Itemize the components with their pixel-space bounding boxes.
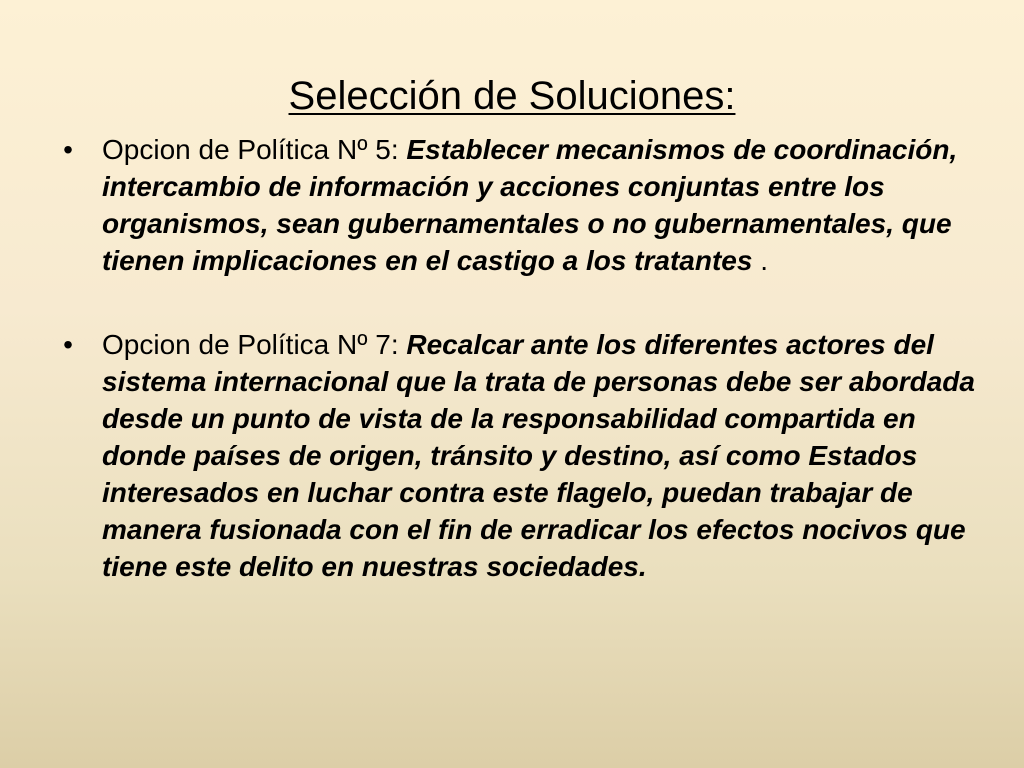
- bullet-list: [58, 131, 988, 585]
- bullet-item-policy-7: [58, 326, 988, 585]
- bullet-emphasis-text: Recalcar ante los diferentes actores del sistema internacional que la trata de personas debe ser abordada desde un punto de vista de la responsabilidad compartida en donde países de origen, tránsito y destino, así como Estados interesados en luchar contra este flagelo, puedan trabajar de manera fusionada con el fin de erradicar los efectos nocivos que tiene este delito en nuestras sociedades.: [102, 329, 975, 582]
- bullet-emphasis-text: Establecer mecanismos de coordinación, intercambio de información y acciones conjuntas entre los organismos, sean gubernamentales o no gubernamentales, que tienen implicaciones en el castigo a los tratantes: [102, 134, 958, 276]
- bullet-item-policy-5: [58, 131, 988, 279]
- bullet-marker: •: [63, 134, 73, 165]
- bullet-marker: •: [63, 329, 73, 360]
- bullet-tail-text: .: [752, 245, 769, 276]
- bullet-lead-text: Opcion de Política Nº 5:: [102, 134, 407, 165]
- bullet-lead-text: Opcion de Política Nº 7:: [102, 329, 407, 360]
- slide-title: Selección de Soluciones:: [288, 74, 736, 118]
